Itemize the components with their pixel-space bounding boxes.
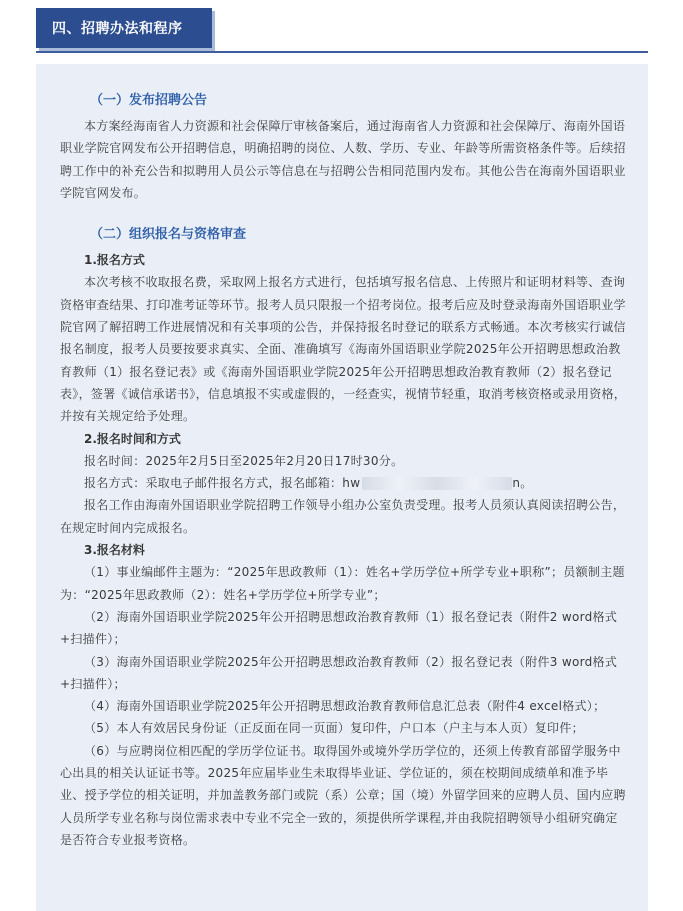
registration-email-line bbox=[60, 472, 628, 494]
registration-email-suffix: n。 bbox=[512, 476, 533, 491]
material-item-4: （4）海南外国语职业学院2025年公开招聘思想政治教育教师信息汇总表（附件4 excel格式）； bbox=[84, 699, 606, 714]
material-item-5: （5）本人有效居民身份证（正反面在同一页面）复印件，户口本（户主与本人页）复印件； bbox=[84, 721, 584, 736]
redacted-email-mask bbox=[362, 477, 512, 490]
content-body bbox=[60, 90, 628, 851]
section-header-title: 四、招聘办法和程序 bbox=[52, 21, 183, 37]
material-item-6: （6）与应聘岗位相匹配的学历学位证书。取得国外或境外学历学位的，还须上传教育部留学服务中心出具的相关认证证书等。2025年应届毕业生未取得毕业证、学位证的，须在校期间成绩单和准予毕业、授予学位的相关证明，并加盖教务部门或院（系）公章；国（境）外留学回来的应聘人员、国内应聘人员所学专业名称与岗位需求表中专业不完全一致的，须提供所学课程,并由我院招聘领导小组研究确定是否符合专业报考资格。 bbox=[60, 743, 626, 847]
registration-note: 报名工作由海南外国语职业学院招聘工作领导小组办公室负责受理。报考人员须认真阅读招聘公告，在规定时间内完成报名。 bbox=[60, 498, 626, 535]
paragraph-publish: 本方案经海南省人力资源和社会保障厅审核备案后，通过海南省人力资源和社会保障厅、海南外国语职业学院官网发布公开招聘信息，明确招聘的岗位、人数、学历、专业、年龄等所需资格条件等。后续招聘工作中的补充公告和拟聘用人员公示等信息在与招聘公告相同范围内发布。其他公告在海南外国语职业学院官网发布。 bbox=[60, 119, 626, 200]
material-item-2: （2）海南外国语职业学院2025年公开招聘思想政治教育教师（1）报名登记表（附件2 word格式+扫描件）； bbox=[60, 609, 618, 647]
subsection-title-publish: （一）发布招聘公告 bbox=[90, 93, 208, 108]
registration-email-prefix: 报名方式：采取电子邮件报名方式，报名邮箱：hw bbox=[84, 476, 361, 491]
material-item-1: （1）事业编邮件主题为：“2025年思政教师（1）：姓名+学历学位+所学专业+职称”；员额制主题为：“2025年思政教师（2）：姓名+学历学位+所学专业”； bbox=[60, 565, 625, 602]
spacer bbox=[60, 204, 628, 224]
header-divider bbox=[36, 51, 648, 53]
paragraph-registration-method: 本次考核不收取报名费，采取网上报名方式进行，包括填写报名信息、上传照片和证明材料等、查询资格审查结果、打印准考证等环节。报考人员只限报一个招考岗位。报考后应及时登录海南外国语职业学院官网了解招聘工作进展情况和有关事项的公告，并保持报名时登记的联系方式畅通。本次考核实行诚信报名制度，报考人员要按要求真实、全面、准确填写《海南外国语职业学院2025年公开招聘思想政治教育教师（1）报名登记表》或《海南外国语职业学院2025年公开招聘思想政治教育教师（2）报名登记表》，签署《诚信承诺书》，信息填报不实或虚假的，一经查实，视情节轻重，取消考核资格或录用资格，并按有关规定给予处理。 bbox=[60, 275, 627, 424]
heading-registration-time: 2.报名时间和方式 bbox=[84, 431, 181, 446]
material-item-3: （3）海南外国语职业学院2025年公开招聘思想政治教育教师（2）报名登记表（附件3 word格式+扫描件）； bbox=[60, 654, 618, 691]
section-header bbox=[36, 8, 212, 48]
content-panel bbox=[36, 64, 648, 911]
registration-time: 报名时间：2025年2月5日至2025年2月20日17时30分。 bbox=[84, 453, 404, 468]
heading-registration-method: 1.报名方式 bbox=[84, 253, 145, 268]
heading-registration-materials: 3.报名材料 bbox=[84, 543, 145, 558]
subsection-title-registration: （二）组织报名与资格审查 bbox=[90, 227, 247, 243]
